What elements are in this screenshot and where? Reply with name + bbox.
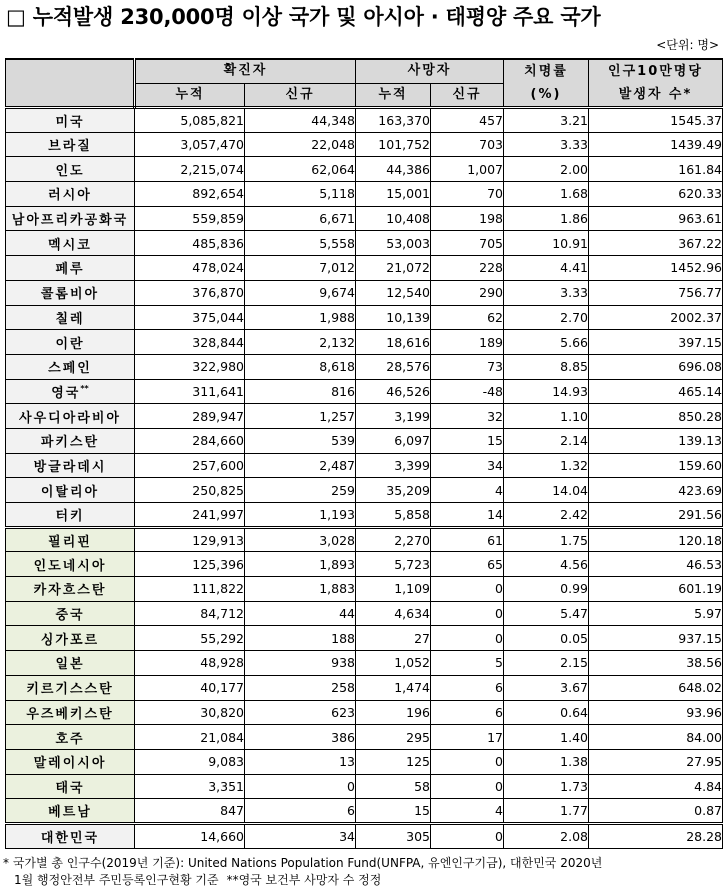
footnote: [0, 855, 725, 889]
country-name: 멕시코: [48, 237, 92, 253]
fatality-rate-cell: 8.85: [504, 354, 589, 379]
confirmed-new-cell: 13: [245, 749, 356, 774]
confirmed-new-cell: 1,257: [245, 404, 356, 429]
table-row: [6, 182, 723, 207]
confirmed-total-cell: 289,947: [135, 404, 245, 429]
country-name: 파키스탄: [40, 435, 100, 451]
country-cell: [6, 354, 135, 379]
deaths-new-cell: 1,007: [431, 157, 504, 182]
deaths-total-cell: 10,408: [356, 206, 431, 231]
per100k-cell: 1452.96: [589, 256, 723, 281]
fatality-rate-cell: 4.41: [504, 256, 589, 281]
country-name: 영국: [51, 385, 81, 401]
per100k-cell: 601.19: [589, 577, 723, 602]
deaths-total-cell: 27: [356, 626, 431, 651]
per100k-cell: 291.56: [589, 503, 723, 528]
header-confirmed: 확진자: [135, 59, 356, 83]
confirmed-total-cell: 559,859: [135, 206, 245, 231]
confirmed-total-cell: 111,822: [135, 577, 245, 602]
confirmed-new-cell: 816: [245, 379, 356, 404]
table-row: [6, 749, 723, 774]
confirmed-total-cell: 375,044: [135, 305, 245, 330]
confirmed-total-cell: 322,980: [135, 354, 245, 379]
table-row: [6, 651, 723, 676]
footnote-line-1: * 국가별 총 인구수(2019년 기준): United Nations Population Fund(UNFPA, 유엔인구기금), 대한민국 2020년: [3, 855, 603, 870]
table-header: [6, 59, 723, 108]
header-country-blank: [6, 59, 135, 108]
confirmed-new-cell: 1,893: [245, 552, 356, 577]
confirmed-new-cell: 2,487: [245, 453, 356, 478]
confirmed-new-cell: 8,618: [245, 354, 356, 379]
country-cell: [6, 799, 135, 824]
table-row: [6, 305, 723, 330]
confirmed-new-cell: 3,028: [245, 527, 356, 552]
country-name: 베트남: [48, 805, 92, 821]
confirmed-new-cell: 7,012: [245, 256, 356, 281]
footnote-uk-correction: **영국 보건부 사망자 수 정정: [226, 872, 382, 887]
confirmed-total-cell: 2,215,074: [135, 157, 245, 182]
country-name: 이탈리아: [40, 484, 100, 500]
table-row: [6, 256, 723, 281]
fatality-rate-cell: 0.99: [504, 577, 589, 602]
per100k-cell: 756.77: [589, 280, 723, 305]
deaths-total-cell: 28,576: [356, 354, 431, 379]
confirmed-new-cell: 386: [245, 725, 356, 750]
deaths-new-cell: 0: [431, 749, 504, 774]
fatality-rate-cell: 1.40: [504, 725, 589, 750]
table-row: [6, 280, 723, 305]
fatality-rate-cell: 0.05: [504, 626, 589, 651]
fatality-rate-cell: 1.86: [504, 206, 589, 231]
fatality-rate-cell: 1.38: [504, 749, 589, 774]
per100k-cell: 367.22: [589, 231, 723, 256]
confirmed-total-cell: 125,396: [135, 552, 245, 577]
fatality-rate-cell: 2.08: [504, 823, 589, 848]
country-cell: [6, 774, 135, 799]
table-row: [6, 478, 723, 503]
fatality-rate-cell: 1.75: [504, 527, 589, 552]
confirmed-total-cell: 241,997: [135, 503, 245, 528]
per100k-cell: 1545.37: [589, 108, 723, 133]
per100k-cell: 2002.37: [589, 305, 723, 330]
fatality-rate-cell: 1.10: [504, 404, 589, 429]
confirmed-total-cell: 376,870: [135, 280, 245, 305]
table-row: [6, 157, 723, 182]
per100k-cell: 159.60: [589, 453, 723, 478]
header-deaths: 사망자: [356, 59, 504, 83]
country-name: 페루: [55, 262, 85, 278]
confirmed-new-cell: 623: [245, 700, 356, 725]
fatality-rate-cell: 2.15: [504, 651, 589, 676]
header-row-groups: [6, 59, 723, 83]
fatality-rate-cell: 1.68: [504, 182, 589, 207]
deaths-new-cell: 4: [431, 799, 504, 824]
country-name: 콜롬비아: [40, 287, 100, 303]
deaths-total-cell: 101,752: [356, 132, 431, 157]
country-cell: [6, 182, 135, 207]
deaths-new-cell: 5: [431, 651, 504, 676]
header-per100k-label: 인구10만명당: [608, 64, 703, 79]
header-per100k-sub: 발생자 수*: [618, 87, 693, 102]
fatality-rate-cell: 1.73: [504, 774, 589, 799]
table-row: [6, 330, 723, 355]
country-name: 일본: [55, 657, 85, 673]
table-row: [6, 379, 723, 404]
confirmed-new-cell: 188: [245, 626, 356, 651]
country-cell: [6, 206, 135, 231]
country-cell: [6, 552, 135, 577]
header-fatality-unit: (%): [530, 87, 562, 102]
per100k-cell: 963.61: [589, 206, 723, 231]
fatality-rate-cell: 3.21: [504, 108, 589, 133]
confirmed-new-cell: 258: [245, 675, 356, 700]
confirmed-total-cell: 250,825: [135, 478, 245, 503]
deaths-total-cell: 35,209: [356, 478, 431, 503]
per100k-cell: 38.56: [589, 651, 723, 676]
fatality-rate-cell: 1.77: [504, 799, 589, 824]
country-cell: [6, 132, 135, 157]
confirmed-total-cell: 30,820: [135, 700, 245, 725]
confirmed-new-cell: 1,988: [245, 305, 356, 330]
deaths-total-cell: 58: [356, 774, 431, 799]
header-per100k: [589, 59, 723, 108]
country-cell: [6, 428, 135, 453]
confirmed-new-cell: 938: [245, 651, 356, 676]
deaths-total-cell: 1,109: [356, 577, 431, 602]
header-deaths-new: 신규: [431, 83, 504, 107]
country-name: 스페인: [48, 361, 92, 377]
country-name: 인도네시아: [33, 558, 107, 574]
country-name: 필리핀: [48, 534, 92, 550]
per100k-cell: 161.84: [589, 157, 723, 182]
deaths-new-cell: 0: [431, 601, 504, 626]
table-row: [6, 132, 723, 157]
deaths-new-cell: 0: [431, 577, 504, 602]
country-name: 남아프리카공화국: [11, 213, 129, 229]
deaths-total-cell: 163,370: [356, 108, 431, 133]
confirmed-new-cell: 1,883: [245, 577, 356, 602]
country-cell: [6, 404, 135, 429]
confirmed-new-cell: 1,193: [245, 503, 356, 528]
table-row: [6, 503, 723, 528]
table-row: [6, 774, 723, 799]
country-cell: [6, 823, 135, 848]
confirmed-new-cell: 5,558: [245, 231, 356, 256]
table-row: [6, 527, 723, 552]
per100k-cell: 397.15: [589, 330, 723, 355]
country-name: 미국: [55, 114, 85, 130]
per100k-cell: 139.13: [589, 428, 723, 453]
confirmed-total-cell: 3,351: [135, 774, 245, 799]
deaths-new-cell: 703: [431, 132, 504, 157]
fatality-rate-cell: 3.67: [504, 675, 589, 700]
confirmed-total-cell: 84,712: [135, 601, 245, 626]
confirmed-new-cell: 0: [245, 774, 356, 799]
deaths-new-cell: 198: [431, 206, 504, 231]
confirmed-total-cell: 478,024: [135, 256, 245, 281]
deaths-new-cell: 290: [431, 280, 504, 305]
country-name: 키르기스스탄: [26, 682, 114, 698]
country-statistics-table: [5, 58, 723, 849]
deaths-new-cell: 73: [431, 354, 504, 379]
fatality-rate-cell: 3.33: [504, 132, 589, 157]
per100k-cell: 937.15: [589, 626, 723, 651]
country-cell: [6, 108, 135, 133]
deaths-new-cell: 34: [431, 453, 504, 478]
fatality-rate-cell: 0.64: [504, 700, 589, 725]
confirmed-total-cell: 55,292: [135, 626, 245, 651]
deaths-new-cell: 4: [431, 478, 504, 503]
header-confirmed-total: 누적: [135, 83, 245, 107]
country-cell: [6, 700, 135, 725]
fatality-rate-cell: 3.33: [504, 280, 589, 305]
fatality-rate-cell: 2.00: [504, 157, 589, 182]
deaths-total-cell: 15,001: [356, 182, 431, 207]
deaths-total-cell: 6,097: [356, 428, 431, 453]
confirmed-new-cell: 62,064: [245, 157, 356, 182]
per100k-cell: 5.97: [589, 601, 723, 626]
unit-label: <단위: 명>: [656, 38, 719, 52]
country-cell: [6, 157, 135, 182]
deaths-total-cell: 5,723: [356, 552, 431, 577]
table-row: [6, 675, 723, 700]
country-name: 러시아: [48, 188, 92, 204]
deaths-total-cell: 2,270: [356, 527, 431, 552]
deaths-new-cell: 189: [431, 330, 504, 355]
deaths-total-cell: 15: [356, 799, 431, 824]
country-cell: [6, 503, 135, 528]
confirmed-total-cell: 328,844: [135, 330, 245, 355]
confirmed-total-cell: 40,177: [135, 675, 245, 700]
deaths-total-cell: 1,052: [356, 651, 431, 676]
country-name: 이란: [55, 336, 85, 352]
country-cell: [6, 379, 135, 404]
deaths-new-cell: 32: [431, 404, 504, 429]
confirmed-new-cell: 2,132: [245, 330, 356, 355]
country-cell: [6, 330, 135, 355]
deaths-total-cell: 10,139: [356, 305, 431, 330]
table-row: [6, 823, 723, 848]
confirmed-new-cell: 259: [245, 478, 356, 503]
country-footnote-mark: **: [80, 383, 89, 393]
country-cell: [6, 675, 135, 700]
deaths-total-cell: 46,526: [356, 379, 431, 404]
deaths-new-cell: -48: [431, 379, 504, 404]
country-cell: [6, 601, 135, 626]
confirmed-new-cell: 5,118: [245, 182, 356, 207]
per100k-cell: 648.02: [589, 675, 723, 700]
confirmed-total-cell: 892,654: [135, 182, 245, 207]
per100k-cell: 4.84: [589, 774, 723, 799]
header-fatality-label: 치명률: [524, 64, 568, 79]
deaths-total-cell: 5,858: [356, 503, 431, 528]
confirmed-total-cell: 14,660: [135, 823, 245, 848]
fatality-rate-cell: 1.32: [504, 453, 589, 478]
deaths-new-cell: 17: [431, 725, 504, 750]
deaths-total-cell: 125: [356, 749, 431, 774]
country-cell: [6, 725, 135, 750]
table-row: [6, 108, 723, 133]
country-name: 인도: [55, 163, 85, 179]
country-name: 브라질: [48, 139, 92, 155]
table-row: [6, 552, 723, 577]
confirmed-total-cell: 257,600: [135, 453, 245, 478]
country-name: 대한민국: [40, 830, 100, 846]
deaths-new-cell: 14: [431, 503, 504, 528]
per100k-cell: 27.95: [589, 749, 723, 774]
deaths-new-cell: 0: [431, 626, 504, 651]
confirmed-total-cell: 21,084: [135, 725, 245, 750]
deaths-total-cell: 305: [356, 823, 431, 848]
deaths-total-cell: 3,399: [356, 453, 431, 478]
deaths-new-cell: 0: [431, 774, 504, 799]
country-cell: [6, 280, 135, 305]
deaths-new-cell: 705: [431, 231, 504, 256]
deaths-total-cell: 1,474: [356, 675, 431, 700]
per100k-cell: 93.96: [589, 700, 723, 725]
per100k-cell: 696.08: [589, 354, 723, 379]
deaths-total-cell: 295: [356, 725, 431, 750]
confirmed-new-cell: 6: [245, 799, 356, 824]
country-name: 우즈베키스탄: [26, 706, 114, 722]
country-cell: [6, 749, 135, 774]
country-name: 사우디아라비아: [19, 410, 121, 426]
country-cell: [6, 651, 135, 676]
footnote-line-2: [0, 872, 725, 889]
page-title: □ 누적발생 230,000명 이상 국가 및 아시아 · 태평양 주요 국가: [6, 5, 601, 29]
per100k-cell: 620.33: [589, 182, 723, 207]
deaths-total-cell: 18,616: [356, 330, 431, 355]
deaths-total-cell: 4,634: [356, 601, 431, 626]
fatality-rate-cell: 2.42: [504, 503, 589, 528]
confirmed-total-cell: 284,660: [135, 428, 245, 453]
country-cell: [6, 577, 135, 602]
per100k-cell: 84.00: [589, 725, 723, 750]
deaths-new-cell: 0: [431, 823, 504, 848]
per100k-cell: 46.53: [589, 552, 723, 577]
country-name: 방글라데시: [33, 459, 107, 475]
deaths-new-cell: 70: [431, 182, 504, 207]
deaths-total-cell: 3,199: [356, 404, 431, 429]
fatality-rate-cell: 10.91: [504, 231, 589, 256]
table-row: [6, 725, 723, 750]
deaths-total-cell: 53,003: [356, 231, 431, 256]
confirmed-total-cell: 5,085,821: [135, 108, 245, 133]
per100k-cell: 850.28: [589, 404, 723, 429]
fatality-rate-cell: 14.93: [504, 379, 589, 404]
country-cell: [6, 305, 135, 330]
country-cell: [6, 626, 135, 651]
deaths-new-cell: 457: [431, 108, 504, 133]
confirmed-total-cell: 485,836: [135, 231, 245, 256]
table-row: [6, 231, 723, 256]
fatality-rate-cell: 2.14: [504, 428, 589, 453]
table-row: [6, 700, 723, 725]
table-row: [6, 626, 723, 651]
footnote-population-source: 1월 행정안전부 주민등록인구현황 기준: [14, 872, 219, 887]
confirmed-total-cell: 48,928: [135, 651, 245, 676]
country-name: 말레이시아: [33, 756, 107, 772]
deaths-new-cell: 62: [431, 305, 504, 330]
deaths-new-cell: 61: [431, 527, 504, 552]
fatality-rate-cell: 5.47: [504, 601, 589, 626]
country-name: 호주: [55, 731, 85, 747]
country-name: 카자흐스탄: [33, 583, 107, 599]
country-name: 싱가포르: [40, 632, 100, 648]
confirmed-new-cell: 9,674: [245, 280, 356, 305]
deaths-total-cell: 12,540: [356, 280, 431, 305]
table-row: [6, 577, 723, 602]
confirmed-new-cell: 44,348: [245, 108, 356, 133]
per100k-cell: 0.87: [589, 799, 723, 824]
country-name: 칠레: [55, 311, 85, 327]
table-row: [6, 206, 723, 231]
per100k-cell: 120.18: [589, 527, 723, 552]
confirmed-new-cell: 6,671: [245, 206, 356, 231]
country-name: 태국: [55, 780, 85, 796]
confirmed-new-cell: 34: [245, 823, 356, 848]
deaths-new-cell: 15: [431, 428, 504, 453]
table-row: [6, 453, 723, 478]
per100k-cell: 28.28: [589, 823, 723, 848]
confirmed-total-cell: 311,641: [135, 379, 245, 404]
per100k-cell: 1439.49: [589, 132, 723, 157]
confirmed-total-cell: 847: [135, 799, 245, 824]
country-cell: [6, 256, 135, 281]
deaths-new-cell: 6: [431, 675, 504, 700]
deaths-new-cell: 6: [431, 700, 504, 725]
country-cell: [6, 231, 135, 256]
fatality-rate-cell: 5.66: [504, 330, 589, 355]
country-cell: [6, 527, 135, 552]
table-body: [6, 108, 723, 849]
table-row: [6, 354, 723, 379]
country-name: 중국: [55, 608, 85, 624]
header-fatality: [504, 59, 589, 108]
per100k-cell: 465.14: [589, 379, 723, 404]
deaths-new-cell: 228: [431, 256, 504, 281]
table-row: [6, 799, 723, 824]
header-deaths-total: 누적: [356, 83, 431, 107]
fatality-rate-cell: 4.56: [504, 552, 589, 577]
per100k-cell: 423.69: [589, 478, 723, 503]
fatality-rate-cell: 2.70: [504, 305, 589, 330]
confirmed-total-cell: 3,057,470: [135, 132, 245, 157]
country-cell: [6, 478, 135, 503]
table-row: [6, 428, 723, 453]
table-row: [6, 601, 723, 626]
fatality-rate-cell: 14.04: [504, 478, 589, 503]
country-cell: [6, 453, 135, 478]
confirmed-total-cell: 129,913: [135, 527, 245, 552]
confirmed-new-cell: 22,048: [245, 132, 356, 157]
confirmed-new-cell: 44: [245, 601, 356, 626]
deaths-total-cell: 21,072: [356, 256, 431, 281]
header-confirmed-new: 신규: [245, 83, 356, 107]
confirmed-new-cell: 539: [245, 428, 356, 453]
country-name: 터키: [55, 508, 85, 524]
deaths-new-cell: 65: [431, 552, 504, 577]
confirmed-total-cell: 9,083: [135, 749, 245, 774]
deaths-total-cell: 44,386: [356, 157, 431, 182]
deaths-total-cell: 196: [356, 700, 431, 725]
table-row: [6, 404, 723, 429]
